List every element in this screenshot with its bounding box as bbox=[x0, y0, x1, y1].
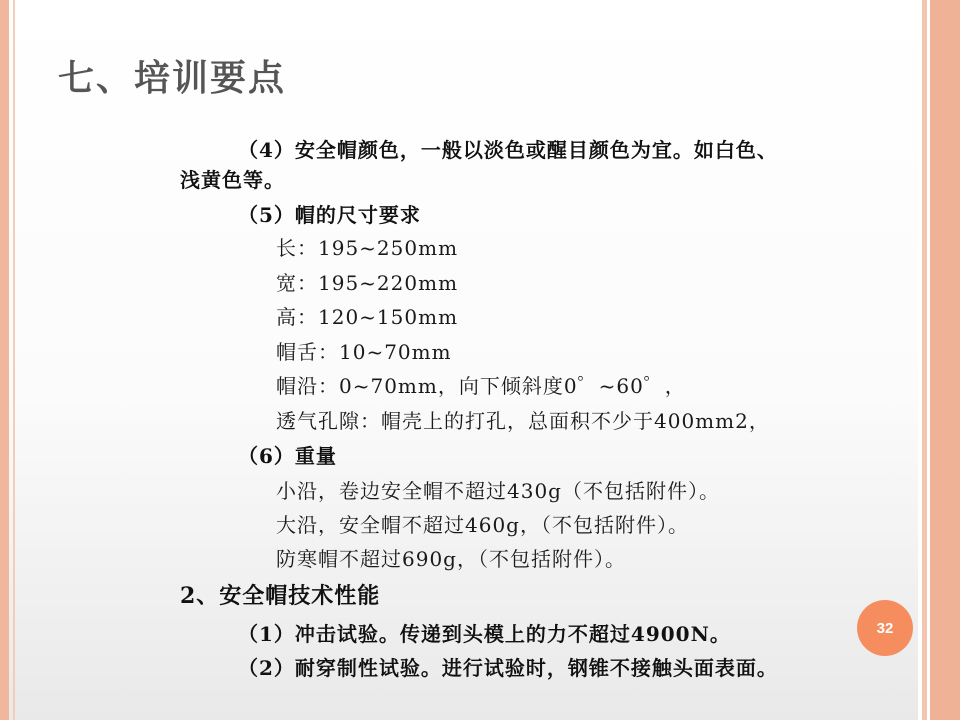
size-width: 宽：195~220mm bbox=[276, 271, 459, 295]
item-4-line-1: （4）安全帽颜色，一般以淡色或醒目颜色为宜。如白色、 bbox=[238, 138, 778, 162]
weight-large-brim: 大沿，安全帽不超过460g，（不包括附件）。 bbox=[276, 513, 689, 537]
size-visor: 帽舌：10~70mm bbox=[276, 340, 452, 364]
size-brim: 帽沿：0~70mm，向下倾斜度0゜~60゜， bbox=[276, 374, 686, 398]
slide-title: 七、培训要点 bbox=[58, 57, 287, 99]
weight-cold-cap: 防寒帽不超过690g，（不包括附件）。 bbox=[276, 547, 626, 571]
left-decorative-border bbox=[0, 0, 9, 720]
left-decorative-line bbox=[13, 0, 15, 720]
page-number-label: 32 bbox=[876, 619, 894, 637]
performance-item-2: （2）耐穿制性试验。进行试验时，钢锥不接触头面表面。 bbox=[238, 656, 778, 680]
item-6-heading: （6）重量 bbox=[238, 444, 337, 468]
weight-small-brim: 小沿，卷边安全帽不超过430g（不包括附件）。 bbox=[276, 479, 720, 503]
item-5-heading: （5）帽的尺寸要求 bbox=[238, 203, 421, 227]
size-height: 高：120~150mm bbox=[276, 305, 459, 329]
size-length: 长：195~250mm bbox=[276, 236, 459, 260]
size-vent: 透气孔隙：帽壳上的打孔，总面积不少于400mm2， bbox=[276, 409, 770, 433]
section-2-heading: 2、安全帽技术性能 bbox=[180, 583, 381, 609]
right-decorative-stripes bbox=[918, 0, 960, 720]
performance-item-1: （1）冲击试验。传递到头模上的力不超过4900N。 bbox=[238, 622, 731, 646]
item-4-line-2: 浅黄色等。 bbox=[180, 168, 285, 192]
page-number-badge bbox=[857, 600, 913, 656]
